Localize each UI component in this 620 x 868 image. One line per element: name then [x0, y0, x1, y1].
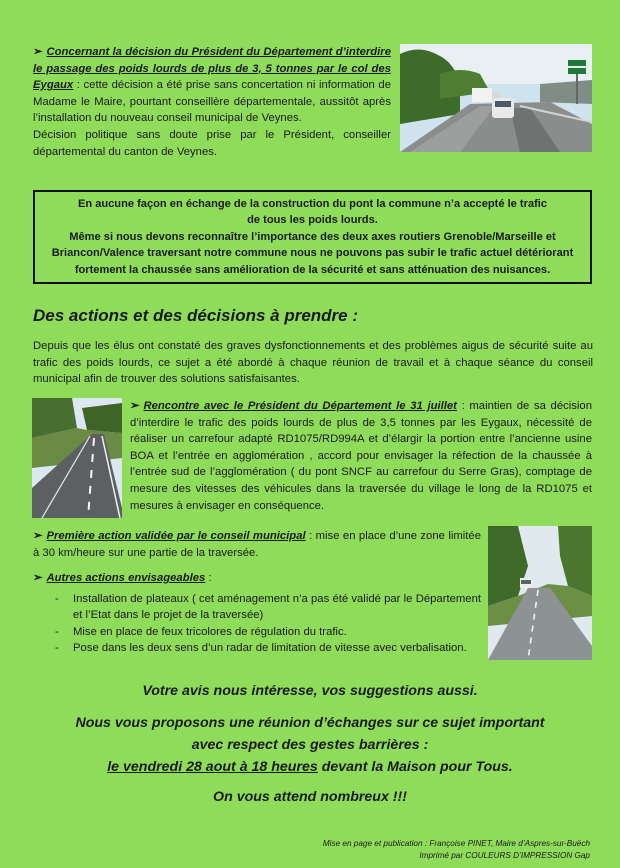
road-photo-left	[32, 398, 122, 518]
meeting-date: le vendredi 28 aout à 18 heures	[107, 759, 318, 775]
credits-block	[250, 838, 590, 861]
closing-line-3: avec respect des gestes barrières :	[191, 737, 429, 753]
list-item	[51, 591, 481, 624]
closing-line-2: Nous vous proposons une réunion d’échanges sur ce sujet important	[75, 715, 545, 731]
section-paragraph: Depuis que les élus ont constaté des graves dysfonctionnements et des problèmes aigus de sécurité suite au trafic des poids lourds, ce sujet a été abordé à chaque réunion de travail et à chaque séance du conseil municipal afin de trouver des solutions satisfaisantes.	[33, 340, 593, 386]
closing-line-1: Votre avis nous intéresse, vos suggestions aussi.	[142, 683, 478, 699]
statement-box	[33, 190, 592, 284]
statement-line-1: En aucune façon en échange de la construction du pont la commune n’a accepté le trafic	[77, 198, 548, 210]
list-item	[51, 624, 481, 641]
dash-bullet: -	[55, 625, 59, 638]
section-title: Des actions et des décisions à prendre :	[33, 306, 359, 325]
list-item-text: Installation de plateaux ( cet aménagement n’a pas été validé par le Département et l’Etat dans le projet de la traversée)	[73, 592, 481, 622]
list-item	[51, 640, 481, 657]
credit-line-2: Imprimé par COULEURS D’IMPRESSION Gap	[419, 850, 590, 860]
statement-line-2: de tous les poids lourds.	[247, 214, 378, 227]
arrow-bullet-icon: ➢	[33, 46, 43, 58]
meeting-heading: Rencontre avec le Président du Département le 31 juillet	[143, 400, 457, 412]
arrow-bullet-icon: ➢	[130, 400, 140, 412]
arrow-bullet-icon: ➢	[33, 572, 43, 584]
first-action-heading: Première action validée par le conseil municipal	[46, 530, 306, 542]
section-paragraph-wrap	[33, 338, 593, 388]
first-action-text: : mise en place d’une zone limitée à 30 km/heure sur une partie de la traversée.	[33, 530, 481, 559]
other-actions-list	[51, 591, 481, 657]
meeting-paragraph	[130, 398, 592, 514]
intro-text: : cette décision a été prise sans concertation ni information de Madame le Maire, pourtant conseillère départementale, aussitôt après l’installation du nouveau conseil municipal de Veynes.	[33, 79, 391, 125]
other-actions-block	[33, 570, 481, 657]
first-action-block	[33, 528, 481, 561]
other-actions-colon: :	[205, 572, 212, 584]
other-actions-heading-line	[33, 570, 481, 587]
intro-text-2: Décision politique sans doute prise par le Président, conseiller départemental du canton de Veynes.	[33, 128, 391, 158]
dash-bullet: -	[55, 642, 59, 655]
intro-heading: Concernant la décision du Président du Département d’interdire le passage des poids lourds de plus de 3, 5 tonnes par le col des Eygaux	[33, 46, 391, 92]
meeting-block	[130, 398, 592, 514]
dash-bullet: -	[55, 592, 59, 605]
first-action-paragraph	[33, 528, 481, 561]
closing-line-5: On vous attend nombreux !!!	[213, 789, 407, 805]
arrow-bullet-icon: ➢	[33, 530, 43, 542]
road-photo-right	[488, 526, 592, 660]
meeting-place: devant la Maison pour Tous.	[317, 759, 513, 775]
list-item-text: Mise en place de feux tricolores de régulation du trafic.	[73, 625, 347, 638]
meeting-text: : maintien de sa décision d’interdire le trafic des poids lourds de plus de 3,5 tonnes par les Eygaux, nécessité de réaliser un carrefour adapté RD1075/RD994A et d’élargir la portion entre l’ancienne usine BOA et l’entrée en agglomération , accord pour envisager la réfection de la chaussée à l’entrée sud de l’agglomération ( du pont SNCF au carrefour du Serre Gras), comptage de mesure des vitesses des véhicules dans la traversée du village le long de la RD1075 et mesures à envisager en conséquence.	[130, 400, 592, 512]
other-actions-heading: Autres actions envisageables	[46, 572, 206, 584]
intro-block	[33, 44, 391, 160]
closing-block	[20, 680, 600, 808]
closing-date-line	[20, 756, 600, 778]
section-title-wrap	[33, 306, 593, 326]
list-item-text: Pose dans les deux sens d’un radar de limitation de vitesse avec verbalisation.	[73, 642, 467, 655]
statement-line-3: Même si nous devons reconnaître l’importance des deux axes routiers Grenoble/Marseille et Briancon/Valence traversant notre commune nous ne pouvons pas subir le trafic actuel détériorant fortement la chaussée sans amélioration de la sécurité et sans atténuation des nuisances.	[51, 230, 574, 276]
intro-paragraph	[33, 44, 391, 127]
credit-line-1: Mise en page et publication : Françoise PINET, Maire d’Aspres-sur-Buëch	[322, 839, 590, 848]
road-photo-truck	[400, 44, 592, 152]
